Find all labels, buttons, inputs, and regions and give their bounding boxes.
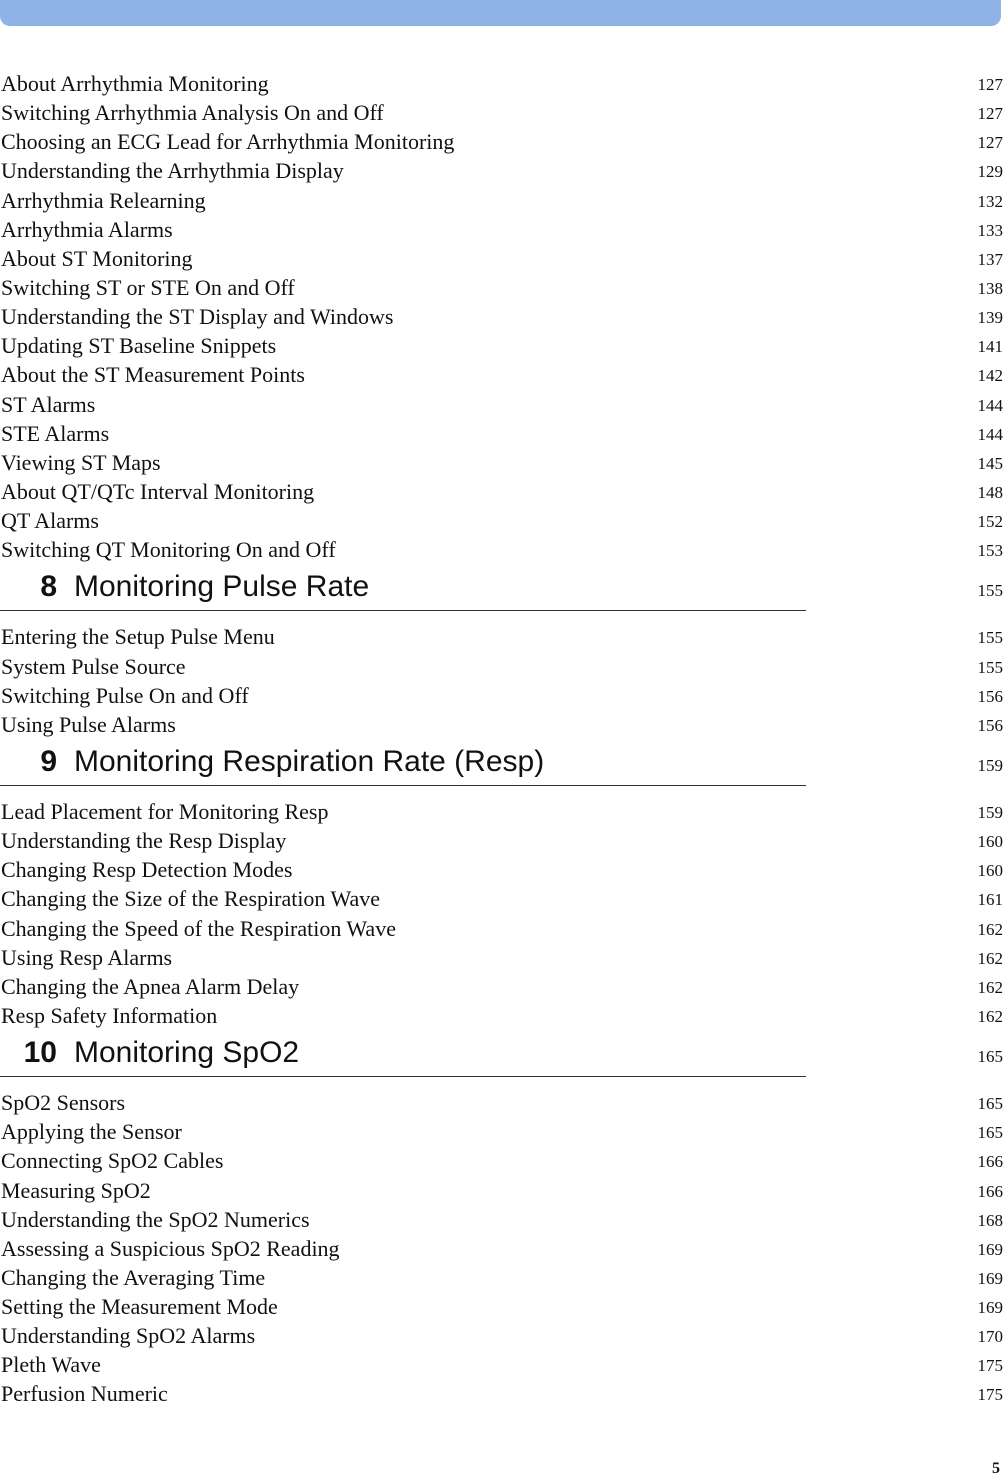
toc-entry[interactable] (0, 1234, 1003, 1263)
toc-entry[interactable] (0, 506, 1003, 535)
chapter-heading[interactable] (0, 564, 1003, 622)
toc-entry-title: Viewing ST Maps (1, 448, 161, 477)
toc-entry[interactable] (0, 1205, 1003, 1234)
toc-entry-title: Understanding the Resp Display (1, 826, 286, 855)
toc-entry[interactable] (0, 1321, 1003, 1350)
toc-entry-title: Assessing a Suspicious SpO2 Reading (1, 1234, 340, 1263)
toc-entry-title: Changing the Averaging Time (1, 1263, 265, 1292)
toc-entry-page-number: 138 (978, 274, 1003, 303)
toc-entry-title: Using Pulse Alarms (1, 710, 176, 739)
toc-entry-page-number: 165 (978, 1089, 1003, 1118)
toc-entry[interactable] (0, 1088, 1003, 1117)
toc-entry-title: Updating ST Baseline Snippets (1, 331, 276, 360)
chapter-number: 9 (40, 745, 57, 779)
toc-entry-page-number: 168 (978, 1206, 1003, 1235)
toc-entry[interactable] (0, 419, 1003, 448)
toc-entry[interactable] (0, 244, 1003, 273)
toc-entry-page-number: 144 (978, 391, 1003, 420)
toc-entry-title: ST Alarms (1, 390, 95, 419)
chapter-title: Monitoring Respiration Rate (Resp) (74, 745, 544, 779)
toc-entry-title: About QT/QTc Interval Monitoring (1, 477, 314, 506)
chapter-page-number: 159 (978, 756, 1003, 776)
toc-entry-title: Connecting SpO2 Cables (1, 1146, 223, 1175)
toc-entry-title: Choosing an ECG Lead for Arrhythmia Monitoring (1, 127, 454, 156)
toc-entry-title: Perfusion Numeric (1, 1379, 168, 1408)
toc-entry[interactable] (0, 826, 1003, 855)
toc-entry-title: Lead Placement for Monitoring Resp (1, 797, 328, 826)
toc-entry-title: Understanding the Arrhythmia Display (1, 156, 344, 185)
chapter-heading[interactable] (0, 1030, 1003, 1088)
toc-entry-page-number: 129 (978, 157, 1003, 186)
chapter-heading[interactable] (0, 739, 1003, 797)
toc-entry-page-number: 132 (978, 187, 1003, 216)
toc-entry-page-number: 127 (978, 70, 1003, 99)
toc-entry[interactable] (0, 972, 1003, 1001)
toc-entry[interactable] (0, 1146, 1003, 1175)
toc-entry-title: Switching ST or STE On and Off (1, 273, 295, 302)
toc-entry[interactable] (0, 390, 1003, 419)
toc-entry-page-number: 162 (978, 1002, 1003, 1031)
toc-entry-page-number: 141 (978, 332, 1003, 361)
toc-entry-page-number: 161 (978, 885, 1003, 914)
toc-entry-page-number: 148 (978, 478, 1003, 507)
toc-entry[interactable] (0, 622, 1003, 651)
toc-entry[interactable] (0, 477, 1003, 506)
toc-entry[interactable] (0, 884, 1003, 913)
toc-entry-page-number: 133 (978, 216, 1003, 245)
toc-entry-page-number: 175 (978, 1380, 1003, 1409)
toc-entry-page-number: 175 (978, 1351, 1003, 1380)
toc-entry-page-number: 145 (978, 449, 1003, 478)
chapter-rule (0, 610, 806, 611)
toc-entry[interactable] (0, 1350, 1003, 1379)
chapter-number: 8 (40, 570, 57, 604)
toc-entry-title: Switching Arrhythmia Analysis On and Off (1, 98, 384, 127)
toc-entry-title: Understanding the SpO2 Numerics (1, 1205, 310, 1234)
toc-entry-page-number: 162 (978, 915, 1003, 944)
toc-entry-title: Changing the Speed of the Respiration Wave (1, 914, 396, 943)
chapter-number: 10 (24, 1036, 57, 1070)
toc-entry[interactable] (0, 681, 1003, 710)
toc-entry-title: Understanding SpO2 Alarms (1, 1321, 255, 1350)
toc-entry-title: Switching QT Monitoring On and Off (1, 535, 336, 564)
toc-entry-title: Changing the Size of the Respiration Wave (1, 884, 380, 913)
toc-entry-page-number: 166 (978, 1177, 1003, 1206)
toc-entry-page-number: 156 (978, 682, 1003, 711)
toc-entry-page-number: 169 (978, 1264, 1003, 1293)
toc-entry[interactable] (0, 652, 1003, 681)
toc-entry-title: Switching Pulse On and Off (1, 681, 249, 710)
toc-entry-title: About ST Monitoring (1, 244, 193, 273)
toc-entry[interactable] (0, 710, 1003, 739)
toc-entry-title: Setting the Measurement Mode (1, 1292, 278, 1321)
chapter-rule (0, 785, 806, 786)
toc-entry-page-number: 156 (978, 711, 1003, 740)
toc-entry-title: STE Alarms (1, 419, 109, 448)
toc-entry-page-number: 159 (978, 798, 1003, 827)
toc-entry-page-number: 162 (978, 944, 1003, 973)
toc-entry[interactable] (0, 331, 1003, 360)
toc-entry-page-number: 169 (978, 1293, 1003, 1322)
toc-entry-title: SpO2 Sensors (1, 1088, 125, 1117)
toc-entry-title: Changing Resp Detection Modes (1, 855, 292, 884)
toc-entry[interactable] (0, 186, 1003, 215)
toc-entry[interactable] (0, 156, 1003, 185)
toc-entry[interactable] (0, 1001, 1003, 1030)
toc-entry-title: Resp Safety Information (1, 1001, 217, 1030)
toc-entry-page-number: 155 (978, 653, 1003, 682)
toc-entry[interactable] (0, 98, 1003, 127)
toc-entry[interactable] (0, 1292, 1003, 1321)
toc-entry-page-number: 162 (978, 973, 1003, 1002)
header-band (0, 0, 1001, 26)
toc-entry-title: Arrhythmia Relearning (1, 186, 206, 215)
toc-entry-page-number: 139 (978, 303, 1003, 332)
page-number: 5 (992, 1460, 1000, 1478)
toc-entry[interactable] (0, 1263, 1003, 1292)
toc-entry[interactable] (0, 1176, 1003, 1205)
toc-entry[interactable] (0, 273, 1003, 302)
toc-entry[interactable] (0, 797, 1003, 826)
chapter-rule (0, 1076, 806, 1077)
toc-entry-title: System Pulse Source (1, 652, 186, 681)
toc-entry-page-number: 160 (978, 856, 1003, 885)
toc-entry-page-number: 165 (978, 1118, 1003, 1147)
toc-entry-page-number: 127 (978, 128, 1003, 157)
chapter-page-number: 165 (978, 1047, 1003, 1067)
toc-entry[interactable] (0, 448, 1003, 477)
toc-entry-page-number: 160 (978, 827, 1003, 856)
toc-entry-title: Entering the Setup Pulse Menu (1, 622, 275, 651)
toc-entry-page-number: 127 (978, 99, 1003, 128)
toc-entry-page-number: 166 (978, 1147, 1003, 1176)
toc-entry-page-number: 169 (978, 1235, 1003, 1264)
toc-entry-title: Using Resp Alarms (1, 943, 172, 972)
toc-entry-title: Arrhythmia Alarms (1, 215, 173, 244)
toc-entry-title: QT Alarms (1, 506, 99, 535)
toc-entry-page-number: 153 (978, 536, 1003, 565)
chapter-page-number: 155 (978, 581, 1003, 601)
toc-entry[interactable] (0, 1379, 1003, 1408)
toc-entry[interactable] (0, 360, 1003, 389)
toc-entry[interactable] (0, 69, 1003, 98)
toc-entry-title: Measuring SpO2 (1, 1176, 151, 1205)
toc-entry-page-number: 142 (978, 361, 1003, 390)
toc-entry-title: About Arrhythmia Monitoring (1, 69, 269, 98)
toc-entry-page-number: 152 (978, 507, 1003, 536)
toc-entry[interactable] (0, 302, 1003, 331)
toc-entry-title: Changing the Apnea Alarm Delay (1, 972, 299, 1001)
table-of-contents (0, 69, 1003, 1409)
toc-entry-page-number: 155 (978, 623, 1003, 652)
chapter-title: Monitoring SpO2 (74, 1036, 299, 1070)
toc-entry[interactable] (0, 914, 1003, 943)
toc-entry-page-number: 137 (978, 245, 1003, 274)
toc-entry[interactable] (0, 855, 1003, 884)
toc-entry-title: Pleth Wave (1, 1350, 101, 1379)
toc-entry-title: Applying the Sensor (1, 1117, 182, 1146)
toc-entry-title: About the ST Measurement Points (1, 360, 305, 389)
toc-entry-title: Understanding the ST Display and Windows (1, 302, 393, 331)
chapter-title: Monitoring Pulse Rate (74, 570, 369, 604)
toc-entry[interactable] (0, 1117, 1003, 1146)
toc-entry[interactable] (0, 943, 1003, 972)
toc-entry-page-number: 170 (978, 1322, 1003, 1351)
toc-entry-page-number: 144 (978, 420, 1003, 449)
toc-entry[interactable] (0, 127, 1003, 156)
toc-entry[interactable] (0, 215, 1003, 244)
toc-entry[interactable] (0, 535, 1003, 564)
